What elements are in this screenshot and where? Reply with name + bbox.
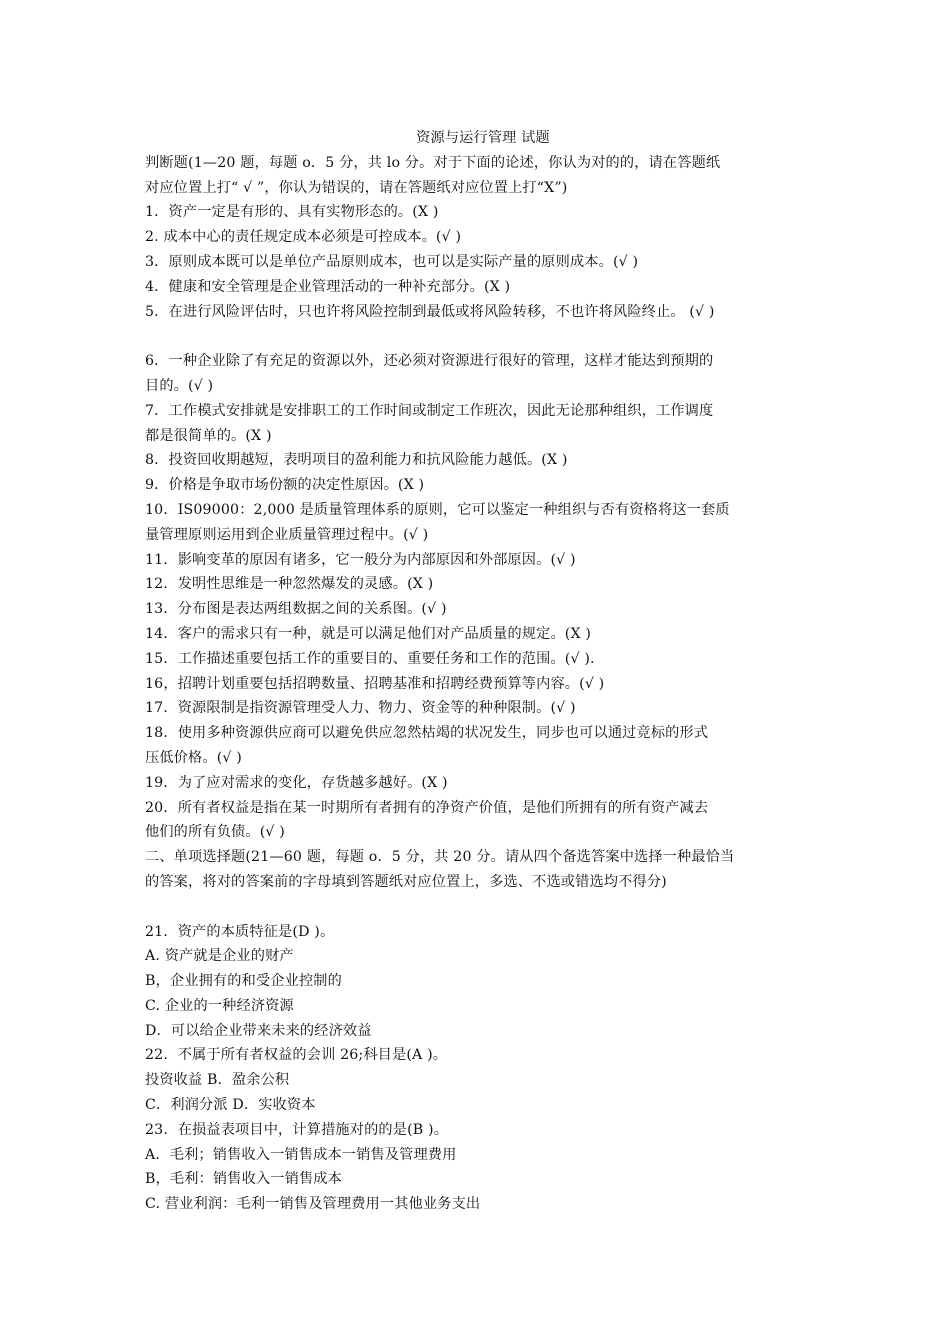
text-line: 判断题(1—20 题，每题 o．5 分，共 lo 分。对于下面的论述，你认为对的的，请在答题纸 xyxy=(145,154,721,171)
text-line: C. 企业的一种经济资源 xyxy=(145,997,294,1014)
text-line: 10．IS09000：2,000 是质量管理体系的原则，它可以鉴定一种组织与否有资格将这一套质 xyxy=(145,501,730,518)
text-line: 12．发明性思维是一种忽然爆发的灵感。(X ) xyxy=(145,576,434,593)
document-title: 资源与运行管理 试题 xyxy=(416,130,550,146)
text-line: A. 资产就是企业的财产 xyxy=(145,948,294,965)
text-line: 13．分布图是表达两组数据之间的关系图。(√ ) xyxy=(145,601,447,618)
text-line: 投资收益 B．盈余公积 xyxy=(145,1072,290,1089)
text-line: 5．在进行风险评估时，只也许将风险控制到最低或将风险转移，不也许将风险终止。 (√ ) xyxy=(145,303,715,320)
text-line: 4．健康和安全管理是企业管理活动的一种补充部分。(X ) xyxy=(145,278,511,295)
text-line: 1．资产一定是有形的、具有实物形态的。(X ) xyxy=(145,204,439,221)
text-line: 3．原则成本既可以是单位产品原则成本，也可以是实际产量的原则成本。(√ ) xyxy=(145,253,639,270)
text-line: 对应位置上打“ √ ”，你认为错误的，请在答题纸对应位置上打“X”) xyxy=(145,179,568,196)
text-line: 17．资源限制是指资源管理受人力、物力、资金等的种种限制。(√ ) xyxy=(145,700,576,717)
text-line: B，毛利：销售收入一销售成本 xyxy=(145,1171,342,1188)
text-line: 的答案，将对的答案前的字母填到答题纸对应位置上，多选、不选或错选均不得分) xyxy=(145,873,667,890)
text-line: C. 营业利润：毛利一销售及管理费用一其他业务支出 xyxy=(145,1196,481,1213)
text-line: 2. 成本中心的责任规定成本必须是可控成本。(√ ) xyxy=(145,229,462,246)
text-line: B，企业拥有的和受企业控制的 xyxy=(145,973,342,990)
text-line: 7．工作模式安排就是安排职工的工作时间或制定工作班次，因此无论那种组织，工作调度 xyxy=(145,402,714,419)
document-page xyxy=(145,126,809,1217)
text-line: 压低价格。(√ ) xyxy=(145,749,242,766)
text-line: 11．影响变革的原因有诸多，它一般分为内部原因和外部原因。(√ ) xyxy=(145,551,576,568)
text-line: 他们的所有负债。(√ ) xyxy=(145,824,285,841)
text-line: 21．资产的本质特征是(D )。 xyxy=(145,923,335,940)
text-line: 目的。(√ ) xyxy=(145,377,214,394)
text-line: 6．一种企业除了有充足的资源以外，还必须对资源进行很好的管理，这样才能达到预期的 xyxy=(145,353,714,370)
text-line: 22．不属于所有者权益的会训 26;科目是(A )。 xyxy=(145,1047,448,1064)
text-line: 9．价格是争取市场份额的决定性原因。(X ) xyxy=(145,477,425,494)
text-line: 16，招聘计划重要包括招聘数量、招聘基准和招聘经费预算等内容。(√ ) xyxy=(145,675,605,692)
text-line: 14．客户的需求只有一种，就是可以满足他们对产品质量的规定。(X ) xyxy=(145,625,592,642)
text-line: 二、单项选择题(21—60 题，每题 o．5 分，共 20 分。请从四个备选答案中选择一种最恰当 xyxy=(145,849,735,866)
text-line: 18．使用多种资源供应商可以避免供应忽然枯竭的状况发生，同步也可以通过竞标的形式 xyxy=(145,725,709,742)
text-line: 15．工作描述重要包括工作的重要目的、重要任务和工作的范围。(√ ). xyxy=(145,650,595,667)
document-body xyxy=(145,151,809,1217)
blank-line xyxy=(145,324,809,349)
text-line: 量管理原则运用到企业质量管理过程中。(√ ) xyxy=(145,526,429,543)
text-line: 23．在损益表项目中，计算措施对的的是(B )。 xyxy=(145,1121,449,1138)
text-line: 都是很简单的。(X ) xyxy=(145,427,272,444)
text-line: 20．所有者权益是指在某一时期所有者拥有的净资产价值，是他们所拥有的所有资产减去 xyxy=(145,799,709,816)
text-line: A．毛利；销售收入一销售成本一销售及管理费用 xyxy=(145,1146,457,1163)
blank-line xyxy=(145,895,809,920)
text-line: 19．为了应对需求的变化，存货越多越好。(X ) xyxy=(145,774,448,791)
text-line: D．可以给企业带来未来的经济效益 xyxy=(145,1022,372,1039)
text-line: C．利润分派 D．实收资本 xyxy=(145,1097,316,1114)
text-line: 8．投资回收期越短，表明项目的盈利能力和抗风险能力越低。(X ) xyxy=(145,452,568,469)
